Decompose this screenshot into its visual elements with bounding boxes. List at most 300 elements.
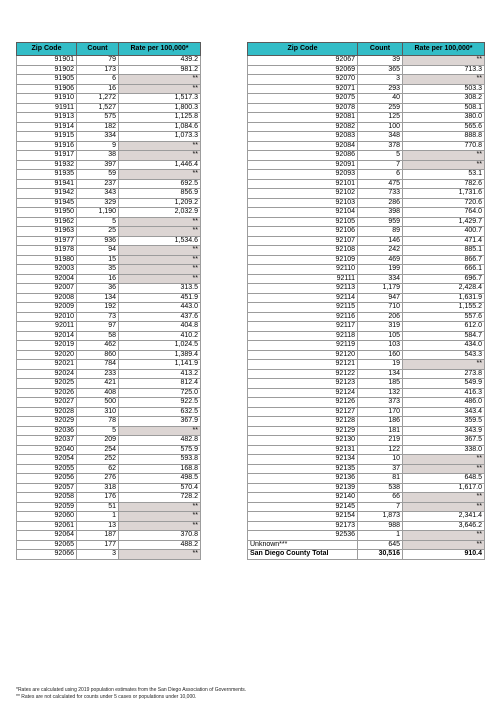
zip-cell: 91906	[17, 84, 77, 94]
zip-cell: 91915	[17, 132, 77, 142]
count-cell: 62	[77, 464, 119, 474]
rate-cell: 486.0	[403, 398, 485, 408]
zip-cell: 92091	[248, 160, 358, 170]
zip-cell: 92130	[248, 436, 358, 446]
rate-cell: 1,155.2	[403, 303, 485, 313]
rate-cell: 359.5	[403, 417, 485, 427]
header-zip-code: Zip Code	[17, 43, 77, 56]
count-cell: 39	[358, 56, 403, 66]
count-cell: 7	[358, 502, 403, 512]
count-cell: 160	[358, 350, 403, 360]
table-row	[17, 217, 201, 227]
count-cell: 373	[358, 398, 403, 408]
table-row	[17, 151, 201, 161]
zip-cell: 92128	[248, 417, 358, 427]
table-row	[248, 265, 485, 275]
zip-cell: 91902	[17, 65, 77, 75]
zip-cell: 92003	[17, 265, 77, 275]
rate-cell: **	[119, 426, 201, 436]
rate-cell: 922.5	[119, 398, 201, 408]
zip-cell: 91977	[17, 236, 77, 246]
zip-cell: 92173	[248, 521, 358, 531]
rate-cell: **	[403, 455, 485, 465]
rate-cell: 313.5	[119, 284, 201, 294]
zip-cell: 92024	[17, 369, 77, 379]
table-row	[17, 208, 201, 218]
count-cell: 79	[77, 56, 119, 66]
rate-cell: 570.4	[119, 483, 201, 493]
rate-cell: 1,631.9	[403, 293, 485, 303]
table-row	[17, 360, 201, 370]
zip-cell: 91950	[17, 208, 77, 218]
zip-cell: 92009	[17, 303, 77, 313]
rate-cell: 612.0	[403, 322, 485, 332]
zip-cell: 92069	[248, 65, 358, 75]
rate-cell: 343.4	[403, 407, 485, 417]
rate-cell: 666.1	[403, 265, 485, 275]
rate-cell: **	[119, 217, 201, 227]
table-row	[17, 417, 201, 427]
table-row	[248, 170, 485, 180]
zip-cell: 92116	[248, 312, 358, 322]
zip-cell: 91963	[17, 227, 77, 237]
count-cell: 89	[358, 227, 403, 237]
table-row	[17, 483, 201, 493]
table-row	[248, 208, 485, 218]
count-cell: 988	[358, 521, 403, 531]
table-row	[248, 56, 485, 66]
zip-cell: 92113	[248, 284, 358, 294]
rate-cell: **	[119, 265, 201, 275]
rate-cell: 632.5	[119, 407, 201, 417]
count-cell: 242	[358, 246, 403, 256]
zip-cell: 92027	[17, 398, 77, 408]
right-header-row	[248, 43, 485, 56]
rate-cell: **	[119, 502, 201, 512]
count-cell: 146	[358, 236, 403, 246]
table-row	[248, 464, 485, 474]
rate-cell: 888.8	[403, 132, 485, 142]
zip-cell: 92106	[248, 227, 358, 237]
rate-cell: 2,341.4	[403, 512, 485, 522]
table-row	[17, 160, 201, 170]
table-row	[248, 103, 485, 113]
zip-cell: 92008	[17, 293, 77, 303]
count-cell: 187	[77, 531, 119, 541]
table-row	[17, 436, 201, 446]
rate-cell: 770.8	[403, 141, 485, 151]
count-cell: 9	[77, 141, 119, 151]
zip-cell: 92064	[17, 531, 77, 541]
table-row	[17, 265, 201, 275]
rate-cell: 338.0	[403, 445, 485, 455]
zip-cell: 92060	[17, 512, 77, 522]
zip-cell: 92119	[248, 341, 358, 351]
rate-cell: **	[403, 464, 485, 474]
count-cell: 35	[77, 265, 119, 275]
zip-cell: 91945	[17, 198, 77, 208]
count-cell: 6	[77, 75, 119, 85]
zip-cell: 92036	[17, 426, 77, 436]
table-row	[248, 217, 485, 227]
count-cell: 103	[358, 341, 403, 351]
count-cell: 237	[77, 179, 119, 189]
rate-cell: 1,084.6	[119, 122, 201, 132]
count-cell: 538	[358, 483, 403, 493]
rate-cell: 812.4	[119, 379, 201, 389]
count-cell: 6	[358, 170, 403, 180]
zip-cell: 91942	[17, 189, 77, 199]
table-row	[17, 236, 201, 246]
header-rate: Rate per 100,000*	[403, 43, 485, 56]
table-row	[248, 350, 485, 360]
table-row	[248, 331, 485, 341]
zip-cell: 91935	[17, 170, 77, 180]
rate-cell: 1,209.2	[119, 198, 201, 208]
zip-cell: 91910	[17, 94, 77, 104]
count-cell: 173	[77, 65, 119, 75]
zip-cell: 91941	[17, 179, 77, 189]
zip-cell: 92102	[248, 189, 358, 199]
unknown-count: 645	[358, 540, 403, 550]
rate-cell: 1,731.6	[403, 189, 485, 199]
count-cell: 5	[358, 151, 403, 161]
zip-cell: 92131	[248, 445, 358, 455]
header-rate: Rate per 100,000*	[119, 43, 201, 56]
table-row	[17, 398, 201, 408]
table-row	[248, 407, 485, 417]
zip-cell: 92065	[17, 540, 77, 550]
count-cell: 334	[358, 274, 403, 284]
rate-cell: 471.4	[403, 236, 485, 246]
rate-cell: 367.9	[119, 417, 201, 427]
table-row	[248, 94, 485, 104]
total-label: San Diego County Total	[248, 550, 358, 560]
zip-cell: 92093	[248, 170, 358, 180]
count-cell: 181	[358, 426, 403, 436]
table-row	[17, 474, 201, 484]
zip-cell: 92140	[248, 493, 358, 503]
zip-cell: 92134	[248, 455, 358, 465]
table-row	[17, 132, 201, 142]
zip-cell: 92084	[248, 141, 358, 151]
rate-cell: 593.8	[119, 455, 201, 465]
zip-cell: 92067	[248, 56, 358, 66]
table-row	[248, 388, 485, 398]
total-row	[248, 550, 485, 560]
zip-cell: 91917	[17, 151, 77, 161]
count-cell: 421	[77, 379, 119, 389]
table-row	[17, 550, 201, 560]
count-cell: 1	[358, 531, 403, 541]
count-cell: 1,873	[358, 512, 403, 522]
table-row	[248, 502, 485, 512]
rate-cell: 543.3	[403, 350, 485, 360]
count-cell: 343	[77, 189, 119, 199]
rate-cell: 404.8	[119, 322, 201, 332]
table-row	[248, 179, 485, 189]
table-row	[248, 65, 485, 75]
rate-cell: 648.5	[403, 474, 485, 484]
table-row	[17, 274, 201, 284]
zip-cell: 92154	[248, 512, 358, 522]
count-cell: 105	[358, 331, 403, 341]
rate-cell: 1,073.3	[119, 132, 201, 142]
rate-cell: **	[119, 521, 201, 531]
count-cell: 38	[77, 151, 119, 161]
rate-cell: 410.2	[119, 331, 201, 341]
table-row	[17, 103, 201, 113]
zip-cell: 92135	[248, 464, 358, 474]
count-cell: 259	[358, 103, 403, 113]
zip-cell: 92122	[248, 369, 358, 379]
count-cell: 25	[77, 227, 119, 237]
rate-cell: **	[119, 141, 201, 151]
zip-cell: 92082	[248, 122, 358, 132]
zip-cell: 92004	[17, 274, 77, 284]
footnote-suppression: ** Rates are not calculated for counts under 5 cases or populations under 10,000.	[16, 694, 197, 700]
table-row	[248, 132, 485, 142]
rate-cell: 1,534.6	[119, 236, 201, 246]
table-row	[17, 379, 201, 389]
count-cell: 81	[358, 474, 403, 484]
count-cell: 16	[77, 84, 119, 94]
count-cell: 5	[77, 217, 119, 227]
count-cell: 329	[77, 198, 119, 208]
count-cell: 319	[358, 322, 403, 332]
count-cell: 936	[77, 236, 119, 246]
count-cell: 3	[358, 75, 403, 85]
rate-cell: 437.6	[119, 312, 201, 322]
rate-cell: 866.7	[403, 255, 485, 265]
zip-cell: 92126	[248, 398, 358, 408]
count-cell: 16	[77, 274, 119, 284]
table-row	[17, 531, 201, 541]
table-row	[17, 407, 201, 417]
count-cell: 475	[358, 179, 403, 189]
rate-cell: 1,141.9	[119, 360, 201, 370]
table-row	[17, 464, 201, 474]
count-cell: 1	[77, 512, 119, 522]
table-row	[17, 303, 201, 313]
zip-cell: 92021	[17, 360, 77, 370]
rate-cell: 1,024.5	[119, 341, 201, 351]
table-row	[17, 455, 201, 465]
zip-cell: 92026	[17, 388, 77, 398]
zip-cell: 92115	[248, 303, 358, 313]
table-row	[17, 246, 201, 256]
rate-cell: 367.5	[403, 436, 485, 446]
table-row	[248, 445, 485, 455]
table-row	[248, 455, 485, 465]
count-cell: 36	[77, 284, 119, 294]
table-row	[248, 284, 485, 294]
rate-cell: **	[403, 151, 485, 161]
count-cell: 3	[77, 550, 119, 560]
rate-cell: 498.5	[119, 474, 201, 484]
table-row	[17, 540, 201, 550]
zip-cell: 92121	[248, 360, 358, 370]
rate-cell: 451.9	[119, 293, 201, 303]
zip-cell: 92129	[248, 426, 358, 436]
count-cell: 206	[358, 312, 403, 322]
zip-cell: 92019	[17, 341, 77, 351]
rate-cell: **	[119, 151, 201, 161]
count-cell: 397	[77, 160, 119, 170]
zip-cell: 92028	[17, 407, 77, 417]
left-zip-table	[16, 42, 201, 560]
table-row	[248, 369, 485, 379]
right-zip-table	[247, 42, 485, 560]
count-cell: 276	[77, 474, 119, 484]
rate-cell: 1,125.8	[119, 113, 201, 123]
zip-cell: 92086	[248, 151, 358, 161]
zip-cell: 92123	[248, 379, 358, 389]
count-cell: 7	[358, 160, 403, 170]
table-row	[17, 198, 201, 208]
rate-cell: 434.0	[403, 341, 485, 351]
zip-cell: 92081	[248, 113, 358, 123]
count-cell: 58	[77, 331, 119, 341]
zip-cell: 92056	[17, 474, 77, 484]
header-count: Count	[358, 43, 403, 56]
count-cell: 947	[358, 293, 403, 303]
rate-cell: 981.2	[119, 65, 201, 75]
count-cell: 132	[358, 388, 403, 398]
rate-cell: 720.6	[403, 198, 485, 208]
table-row	[17, 170, 201, 180]
count-cell: 209	[77, 436, 119, 446]
zip-cell: 92020	[17, 350, 77, 360]
rate-cell: 380.0	[403, 113, 485, 123]
table-row	[248, 113, 485, 123]
table-row	[248, 75, 485, 85]
count-cell: 40	[358, 94, 403, 104]
zip-cell: 92010	[17, 312, 77, 322]
count-cell: 97	[77, 322, 119, 332]
rate-cell: 168.8	[119, 464, 201, 474]
table-row	[248, 426, 485, 436]
count-cell: 177	[77, 540, 119, 550]
unknown-label: Unknown***	[248, 540, 358, 550]
rate-cell: 273.8	[403, 369, 485, 379]
left-table-body	[17, 56, 201, 560]
rate-cell: **	[119, 246, 201, 256]
count-cell: 462	[77, 341, 119, 351]
count-cell: 100	[358, 122, 403, 132]
rate-cell: 308.2	[403, 94, 485, 104]
zip-cell: 91913	[17, 113, 77, 123]
table-row	[248, 227, 485, 237]
count-cell: 5	[77, 426, 119, 436]
rate-cell: **	[403, 502, 485, 512]
zip-cell: 91901	[17, 56, 77, 66]
zip-cell: 92109	[248, 255, 358, 265]
zip-cell: 92105	[248, 217, 358, 227]
table-row	[248, 255, 485, 265]
count-cell: 122	[358, 445, 403, 455]
rate-cell: 370.8	[119, 531, 201, 541]
zip-cell: 91932	[17, 160, 77, 170]
table-row	[17, 122, 201, 132]
table-row	[17, 426, 201, 436]
count-cell: 334	[77, 132, 119, 142]
zip-cell: 92066	[17, 550, 77, 560]
count-cell: 59	[77, 170, 119, 180]
rate-cell: 503.3	[403, 84, 485, 94]
rate-cell: 728.2	[119, 493, 201, 503]
table-row	[17, 388, 201, 398]
rate-cell: **	[119, 550, 201, 560]
count-cell: 784	[77, 360, 119, 370]
zip-cell: 92070	[248, 75, 358, 85]
zip-cell: 91911	[17, 103, 77, 113]
table-row	[248, 512, 485, 522]
rate-cell: **	[403, 360, 485, 370]
rate-cell: 1,800.3	[119, 103, 201, 113]
count-cell: 408	[77, 388, 119, 398]
zip-cell: 92136	[248, 474, 358, 484]
table-row	[248, 236, 485, 246]
table-row	[248, 483, 485, 493]
zip-cell: 92007	[17, 284, 77, 294]
zip-cell: 92114	[248, 293, 358, 303]
table-row	[17, 369, 201, 379]
zip-cell: 91962	[17, 217, 77, 227]
zip-cell: 92536	[248, 531, 358, 541]
count-cell: 182	[77, 122, 119, 132]
zip-cell: 91905	[17, 75, 77, 85]
zip-cell: 92011	[17, 322, 77, 332]
count-cell: 318	[77, 483, 119, 493]
count-cell: 125	[358, 113, 403, 123]
count-cell: 469	[358, 255, 403, 265]
count-cell: 348	[358, 132, 403, 142]
rate-cell: 885.1	[403, 246, 485, 256]
count-cell: 378	[358, 141, 403, 151]
rate-cell: **	[403, 75, 485, 85]
table-row	[17, 189, 201, 199]
table-row	[17, 255, 201, 265]
zip-cell: 92145	[248, 502, 358, 512]
rate-cell: **	[403, 160, 485, 170]
footnotes	[16, 687, 486, 701]
zip-cell: 92103	[248, 198, 358, 208]
count-cell: 500	[77, 398, 119, 408]
zip-cell: 92025	[17, 379, 77, 389]
total-count: 30,516	[358, 550, 403, 560]
count-cell: 365	[358, 65, 403, 75]
table-row	[17, 521, 201, 531]
rate-cell: 1,517.3	[119, 94, 201, 104]
count-cell: 733	[358, 189, 403, 199]
zip-cell: 91978	[17, 246, 77, 256]
table-row	[17, 331, 201, 341]
table-row	[248, 417, 485, 427]
zip-cell: 92120	[248, 350, 358, 360]
count-cell: 13	[77, 521, 119, 531]
zip-cell: 92029	[17, 417, 77, 427]
count-cell: 73	[77, 312, 119, 322]
table-row	[248, 160, 485, 170]
count-cell: 398	[358, 208, 403, 218]
zip-cell: 92111	[248, 274, 358, 284]
rate-cell: **	[119, 274, 201, 284]
rate-cell: **	[403, 493, 485, 503]
count-cell: 78	[77, 417, 119, 427]
rate-cell: 443.0	[119, 303, 201, 313]
footnote-rates: *Rates are calculated using 2019 population estimates from the San Diego Association of Governments.	[16, 687, 247, 693]
